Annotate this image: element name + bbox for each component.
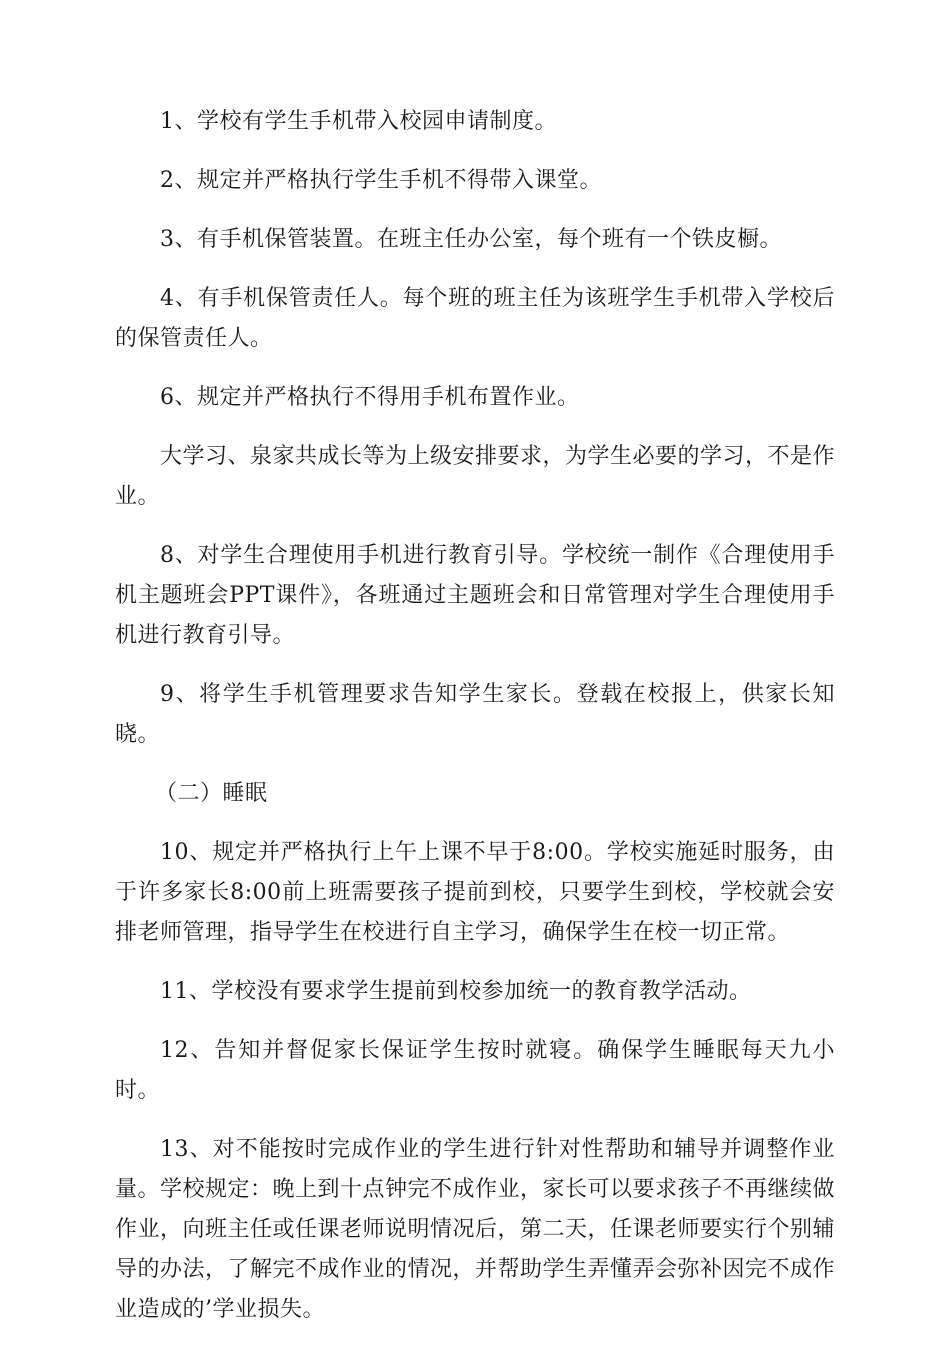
paragraph-13: 13、对不能按时完成作业的学生进行针对性帮助和辅导并调整作业量。学校规定：晚上到十点钟完不成作业，家长可以要求孩子不再继续做作业，向班主任或任课老师说明情况后，第二天，任课老师要实行个别辅导的办法，了解完不成作业的情况，并帮助学生弄懂弄会弥补因完不成作业造成的’学业损失。 [115, 1137, 836, 1322]
paragraph-2: 2、规定并严格执行学生手机不得带入课堂。 [160, 168, 602, 193]
paragraph-1: 1、学校有学生手机带入校园申请制度。 [160, 109, 557, 134]
paragraph-10: 10、规定并严格执行上午上课不早于8:00。学校实施延时服务，由于许多家长8:00前上班需要孩子提前到校，只要学生到校，学校就会安排老师管理，指导学生在校进行自主学习，确保学生在校一切正常。 [115, 840, 835, 945]
paragraph-12: 12、告知并督促家长保证学生按时就寝。确保学生睡眠每天九小时。 [115, 1038, 835, 1103]
section-heading-sleep: （二）睡眠 [155, 781, 268, 806]
document-body [115, 102, 835, 1349]
paragraph-9: 9、将学生手机管理要求告知学生家长。登载在校报上，供家长知晓。 [115, 682, 835, 747]
paragraph-11: 11、学校没有要求学生提前到校参加统一的教育教学活动。 [160, 979, 752, 1004]
paragraph-6: 6、规定并严格执行不得用手机布置作业。 [160, 385, 580, 410]
paragraph-4: 4、有手机保管责任人。每个班的班主任为该班学生手机带入学校后的保管责任人。 [115, 286, 835, 351]
paragraph-note: 大学习、泉家共成长等为上级安排要求，为学生必要的学习，不是作业。 [115, 444, 836, 509]
paragraph-3: 3、有手机保管装置。在班主任办公室，每个班有一个铁皮橱。 [160, 227, 782, 252]
paragraph-8: 8、对学生合理使用手机进行教育引导。学校统一制作《合理使用手机主题班会PPT课件》，各班通过主题班会和日常管理对学生合理使用手机进行教育引导。 [115, 543, 835, 648]
